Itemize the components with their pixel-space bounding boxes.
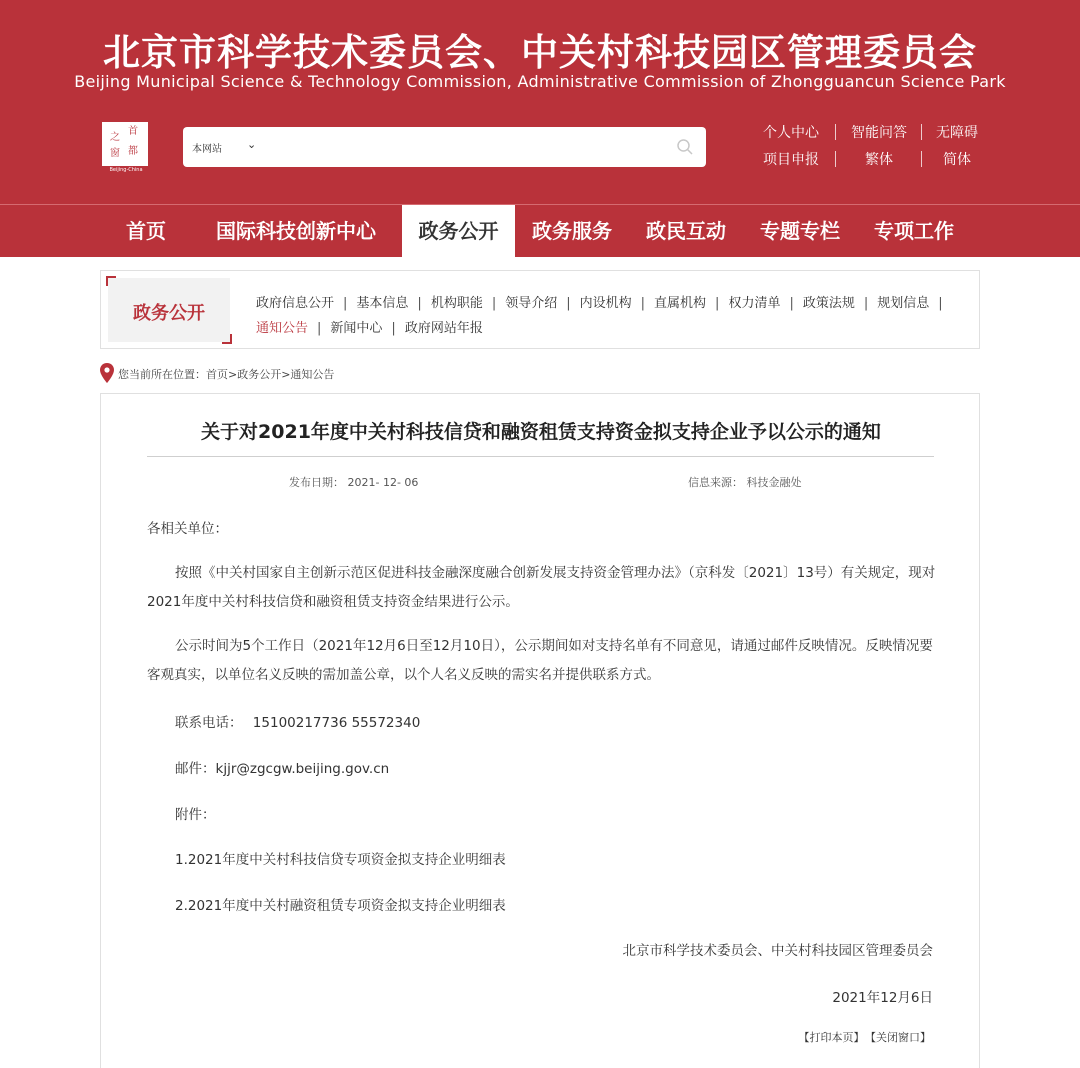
subnav-item-gov-info[interactable]: 政府信息公开 [256, 296, 335, 311]
site-subtitle: Beijing Municipal Science & Technology Commission, Administrative Commission of Zhongguancun Science Park [74, 72, 1006, 91]
subnav-item-policies[interactable]: 政策法规 [802, 296, 855, 311]
contact-phone-label: 联系电话： [175, 715, 243, 731]
search-input[interactable] [273, 135, 653, 159]
separator: | [417, 296, 422, 311]
paragraph: 公示时间为5个工作日（2021年12月6日至12月10日），公示期间如对支持名单有不同意见，请通过邮件反映情况。反映情况要客观真实，以单位名义反映的需加盖公章，以个人名义反映的需实名并提供联系方式。 [147, 638, 933, 683]
attachments-label: 附件： [175, 807, 216, 823]
search-bar [183, 127, 706, 167]
link-accessibility[interactable]: 无障碍 [936, 125, 978, 141]
nav-item-government-services[interactable]: 政务服务 [532, 219, 612, 243]
close-window-button[interactable]: 【关闭窗口】 [870, 1031, 931, 1044]
logo-char: 之 [110, 132, 120, 143]
corner-decoration [222, 334, 232, 344]
print-button[interactable]: 【打印本页】 [798, 1031, 865, 1044]
subnav-item-power-list[interactable]: 权力清单 [728, 296, 781, 311]
breadcrumb-text[interactable]: 您当前所在位置：首页>政务公开>通知公告 [118, 368, 335, 381]
logo-caption: Beijing-China [109, 167, 143, 173]
nav-item-home[interactable]: 首页 [126, 219, 166, 243]
location-pin-icon [100, 363, 114, 383]
paragraph: 按照《中关村国家自主创新示范区促进科技金融深度融合创新发展支持资金管理办法》（京科发〔2021〕13号）有关规定，现对2021年度中关村科技信贷和融资租赁支持资金结果进行公示。 [147, 565, 936, 610]
attachment-link[interactable]: 1.2021年度中关村科技信贷专项资金拟支持企业明细表 [175, 852, 506, 868]
site-header [0, 0, 1080, 204]
logo-seal [102, 122, 148, 166]
publish-date-value: 2021- 12- 06 [347, 476, 419, 489]
signature-date: 2021年12月6日 [832, 990, 933, 1006]
nav-item-innovation-center[interactable]: 国际科技创新中心 [216, 219, 376, 243]
divider [921, 151, 922, 167]
section-title: 政务公开 [133, 303, 205, 324]
subnav-item-news[interactable]: 新闻中心 [330, 321, 383, 336]
chevron-down-icon[interactable]: ⌄ [247, 138, 257, 151]
contact-email [175, 757, 389, 777]
separator: | [491, 296, 497, 311]
site-logo[interactable] [100, 122, 152, 174]
separator: | [789, 296, 794, 311]
separator: | [343, 296, 348, 311]
separator: | [391, 321, 396, 336]
divider [835, 124, 836, 140]
article-actions [793, 1029, 932, 1045]
nav-item-special-topics[interactable]: 专题专栏 [760, 219, 840, 243]
contact-email-label: 邮件： [175, 761, 216, 777]
contact-email-value[interactable]: kjjr@zgcgw.beijing.gov.cn [215, 761, 390, 777]
subnav-box [100, 270, 980, 349]
article [100, 393, 980, 1068]
separator: | [640, 296, 646, 311]
separator: | [715, 296, 720, 311]
attachment-link[interactable]: 2.2021年度中关村融资租赁专项资金拟支持企业明细表 [175, 898, 506, 914]
subnav-item-notices[interactable]: 通知公告 [256, 321, 309, 336]
section-title-box [108, 278, 230, 342]
top-links [752, 122, 988, 176]
link-project-application[interactable]: 项目申报 [763, 152, 819, 168]
subnav-item-functions[interactable]: 机构职能 [430, 296, 483, 311]
subnav-item-internal-depts[interactable]: 内设机构 [579, 296, 632, 311]
signature: 北京市科学技术委员会、中关村科技园区管理委员会 [622, 943, 933, 959]
publish-date-label: 发布日期： [289, 476, 344, 489]
corner-decoration [106, 276, 116, 286]
subnav-item-annual-report[interactable]: 政府网站年报 [404, 321, 483, 336]
separator: | [863, 296, 869, 311]
site-title: 北京市科学技术委员会、中关村科技园区管理委员会 [103, 31, 977, 74]
info-source-label: 信息来源： [688, 476, 743, 489]
search-icon[interactable] [676, 138, 694, 156]
logo-char: 都 [128, 146, 138, 157]
logo-char: 首 [128, 126, 138, 137]
link-traditional-chinese[interactable]: 繁体 [865, 152, 893, 168]
publish-date [289, 474, 418, 490]
link-personal-center[interactable]: 个人中心 [763, 125, 819, 141]
info-source-value: 科技金融处 [746, 476, 802, 489]
contact-phone-value: 15100217736 55572340 [252, 715, 421, 731]
greeting: 各相关单位： [147, 521, 228, 537]
article-title: 关于对2021年度中关村科技信贷和融资租赁支持资金拟支持企业予以公示的通知 [201, 421, 881, 443]
divider [147, 456, 934, 457]
nav-item-interaction[interactable]: 政民互动 [646, 219, 726, 243]
logo-char: 窗 [110, 148, 120, 159]
separator: | [566, 296, 571, 311]
nav-item-special-work[interactable]: 专项工作 [874, 219, 954, 243]
subnav-item-affiliated[interactable]: 直属机构 [654, 296, 707, 311]
link-smart-qa[interactable]: 智能问答 [851, 125, 907, 141]
separator: | [938, 296, 943, 311]
subnav-links [256, 291, 971, 341]
search-scope-select[interactable]: 本网站 [192, 144, 222, 155]
subnav-item-leaders[interactable]: 领导介绍 [505, 296, 558, 311]
subnav-item-basic-info[interactable]: 基本信息 [356, 296, 409, 311]
divider [835, 151, 836, 167]
info-source [688, 474, 802, 490]
separator: | [317, 321, 322, 336]
link-simplified-chinese[interactable]: 简体 [943, 152, 971, 168]
subnav-item-planning[interactable]: 规划信息 [877, 296, 930, 311]
main-nav [0, 204, 1080, 257]
divider [921, 124, 922, 140]
nav-item-government-affairs[interactable]: 政务公开 [402, 205, 515, 257]
contact-phone [175, 711, 420, 731]
